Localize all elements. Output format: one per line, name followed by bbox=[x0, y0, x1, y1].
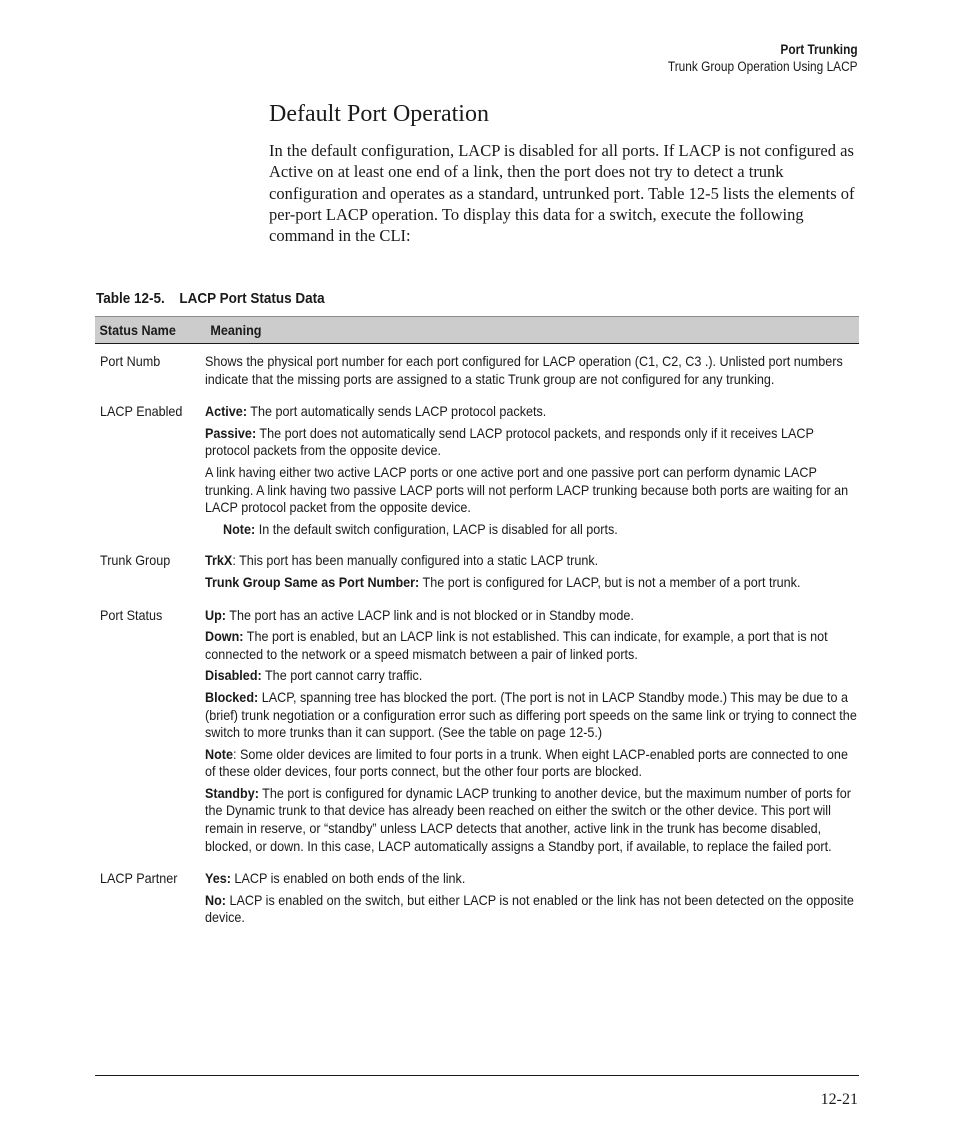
intro-paragraph: In the default configuration, LACP is disabled for all ports. If LACP is not configured as Active on at least one end of a link, then the port does not try to detect a trunk configuration and operates as a standard, untrunked port. Table 12-5 lists the elements of per-port LACP operation. To display this data for a switch, execute the following command in the CLI: bbox=[269, 141, 855, 246]
section-subtitle: Trunk Group Operation Using LACP bbox=[668, 59, 858, 74]
table-row bbox=[95, 870, 859, 931]
meaning-term: No: bbox=[205, 891, 226, 908]
meaning-paragraph bbox=[205, 521, 860, 539]
meaning-cell bbox=[205, 353, 860, 392]
column-header-status-name: Status Name bbox=[99, 322, 176, 338]
table-row bbox=[95, 403, 859, 542]
table-row bbox=[95, 607, 859, 860]
meaning-text: : This port has been manually configured into a static LACP trunk. bbox=[232, 552, 599, 569]
status-name-text: LACP Partner bbox=[100, 870, 178, 887]
meaning-term: Yes: bbox=[205, 870, 231, 887]
meaning-term: TrkX bbox=[205, 552, 233, 569]
table-row bbox=[95, 552, 859, 595]
table-body bbox=[95, 353, 859, 931]
meaning-text: The port is configured for dynamic LACP trunking to another device, but the maximum number of ports for the Dynamic trunk to that device has already been reached on either the switch or the other device. This port will remain in reserve, or “standby” unless LACP detects that another, active link in the trunk has become disabled, blocked, or down. In this case, LACP automatically assigns a Standby port, if available, to replace the failed port. bbox=[205, 784, 851, 854]
meaning-cell bbox=[205, 403, 860, 542]
status-name-cell bbox=[95, 403, 205, 542]
meaning-cell bbox=[205, 552, 860, 595]
table-caption-number: Table 12-5. bbox=[96, 290, 165, 307]
meaning-paragraph bbox=[205, 353, 860, 388]
lacp-status-table bbox=[95, 316, 859, 931]
table-header bbox=[95, 316, 859, 344]
meaning-term: Up: bbox=[205, 606, 226, 623]
status-name-text: LACP Enabled bbox=[100, 403, 183, 420]
status-name-cell bbox=[95, 870, 205, 931]
meaning-paragraph bbox=[205, 425, 860, 460]
section-title: Default Port Operation bbox=[269, 101, 489, 127]
meaning-paragraph bbox=[205, 892, 860, 927]
meaning-paragraph bbox=[205, 689, 860, 742]
status-name-cell bbox=[95, 353, 205, 392]
meaning-term: Disabled: bbox=[205, 667, 262, 684]
meaning-text: The port has an active LACP link and is not blocked or in Standby mode. bbox=[225, 606, 634, 623]
meaning-paragraph bbox=[205, 870, 860, 888]
meaning-text: LACP is enabled on both ends of the link. bbox=[230, 870, 466, 887]
meaning-term: Standby: bbox=[205, 784, 259, 801]
table-row bbox=[95, 353, 859, 392]
meaning-text: Shows the physical port number for each port configured for LACP operation (C1, C2, C3 .). Unlisted port numbers indicate that the missing ports are assigned to a static Trunk group are not configured for any trunking. bbox=[205, 353, 843, 387]
meaning-term: Trunk Group Same as Port Number: bbox=[205, 573, 420, 590]
meaning-text: LACP, spanning tree has blocked the port. (The port is not in LACP Standby mode.) This may be due to a (brief) trunk negotiation or a configuration error such as differing port speeds on the same link or trying to connect the switch to more trunks than it can support. (See the table on page 12-5.) bbox=[205, 688, 857, 741]
meaning-paragraph bbox=[205, 552, 860, 570]
footer-rule bbox=[95, 1075, 859, 1076]
status-name-text: Trunk Group bbox=[100, 552, 171, 569]
status-name-text: Port Status bbox=[100, 606, 163, 623]
meaning-text: The port is enabled, but an LACP link is not established. This can indicate, for example, a port that is not connected to the network or a speed mismatch between a pair of linked ports. bbox=[205, 628, 828, 662]
meaning-text: The port cannot carry traffic. bbox=[261, 667, 423, 684]
table-caption-title: LACP Port Status Data bbox=[179, 290, 325, 307]
meaning-term: Active: bbox=[205, 403, 248, 420]
status-name-text: Port Numb bbox=[100, 353, 161, 369]
meaning-term: Note: bbox=[223, 520, 256, 537]
meaning-text: The port does not automatically send LACP protocol packets, and responds only if it receives LACP protocol packets from the opposite device. bbox=[205, 424, 814, 459]
meaning-text: : Some older devices are limited to four ports in a trunk. When eight LACP-enabled ports are connected to one of these older devices, four ports connect, but the other four ports are blocked. bbox=[205, 745, 848, 780]
meaning-paragraph bbox=[205, 574, 860, 592]
meaning-text: A link having either two active LACP ports or one active port and one passive port can perform dynamic LACP trunking. A link having two passive LACP ports will not perform LACP trunking because both ports are waiting for an LACP protocol packet from the opposite device. bbox=[205, 463, 849, 516]
meaning-paragraph bbox=[205, 667, 860, 685]
meaning-cell bbox=[205, 870, 860, 931]
page-number: 12-21 bbox=[820, 1091, 858, 1108]
meaning-paragraph bbox=[205, 403, 860, 421]
meaning-paragraph bbox=[205, 464, 860, 517]
meaning-term: Note bbox=[205, 745, 234, 762]
meaning-term: Down: bbox=[205, 628, 244, 645]
meaning-term: Passive: bbox=[205, 424, 257, 441]
status-name-cell bbox=[95, 607, 205, 860]
meaning-text: The port is configured for LACP, but is not a member of a port trunk. bbox=[419, 573, 801, 590]
meaning-paragraph bbox=[205, 785, 860, 855]
meaning-text: LACP is enabled on the switch, but either LACP is not enabled or the link has not been detected on the opposite device. bbox=[205, 891, 854, 926]
status-name-cell bbox=[95, 552, 205, 595]
chapter-title: Port Trunking bbox=[780, 42, 858, 57]
running-header bbox=[642, 41, 858, 75]
table-caption bbox=[96, 290, 325, 307]
meaning-paragraph bbox=[205, 607, 860, 625]
column-header-meaning: Meaning bbox=[210, 322, 262, 338]
meaning-text: The port automatically sends LACP protocol packets. bbox=[247, 403, 547, 420]
meaning-paragraph bbox=[205, 628, 860, 663]
meaning-text: In the default switch configuration, LACP is disabled for all ports. bbox=[255, 520, 618, 537]
meaning-term: Blocked: bbox=[205, 688, 259, 705]
meaning-cell bbox=[205, 607, 860, 860]
meaning-paragraph bbox=[205, 746, 860, 781]
